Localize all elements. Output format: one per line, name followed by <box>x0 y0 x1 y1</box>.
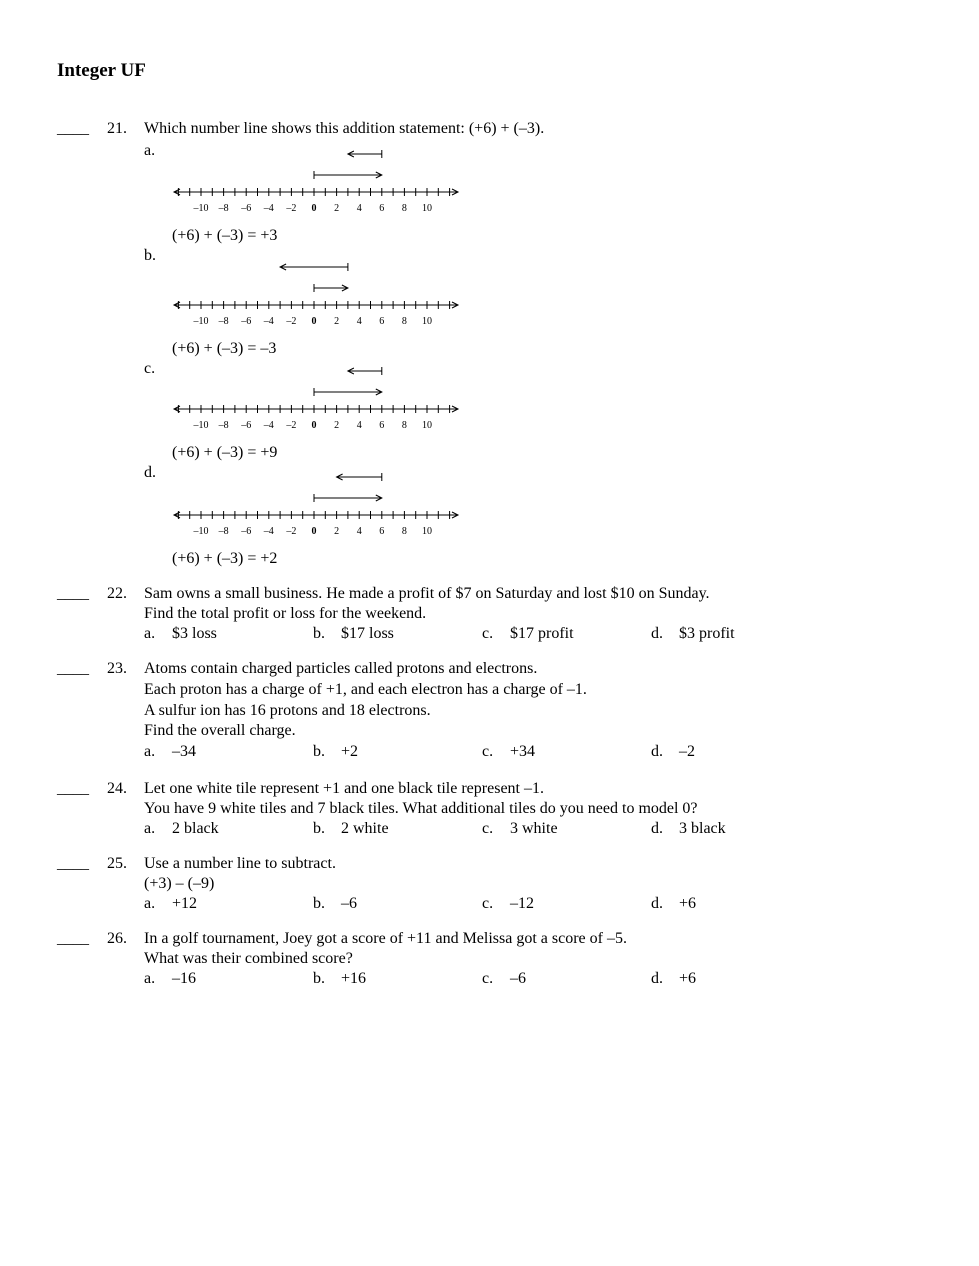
first-addend-arrow <box>314 284 348 292</box>
tick-label: 2 <box>334 203 340 214</box>
answer-blank: ____ <box>57 585 89 602</box>
number-line-axis <box>174 511 458 519</box>
tick-label: 4 <box>356 526 362 537</box>
question-line: Find the overall charge. <box>144 722 296 739</box>
choice-text: –16 <box>172 970 196 987</box>
tick-label: –2 <box>286 203 297 214</box>
answer-blank: ____ <box>57 930 89 947</box>
choice-letter: b. <box>313 743 325 760</box>
tick-label: 4 <box>356 420 362 431</box>
question-line: Sam owns a small business. He made a profit of $7 on Saturday and lost $10 on Sunday. <box>144 585 710 602</box>
second-addend-arrow <box>348 367 382 375</box>
choice-text: $3 profit <box>679 625 735 642</box>
second-addend-arrow <box>348 150 382 158</box>
option-letter: a. <box>144 142 156 159</box>
tick-label: –8 <box>218 203 229 214</box>
choice-letter: c. <box>482 820 494 837</box>
question-number: 26. <box>107 930 127 947</box>
option-equation: (+6) + (–3) = +9 <box>172 444 278 461</box>
number-line-axis <box>174 405 458 413</box>
tick-label: –4 <box>263 420 274 431</box>
tick-label: –6 <box>241 420 252 431</box>
tick-label: –4 <box>263 203 274 214</box>
choice-text: –12 <box>510 895 534 912</box>
tick-label: 8 <box>401 420 407 431</box>
question-number: 25. <box>107 855 127 872</box>
choice-letter: b. <box>313 820 325 837</box>
tick-label: 0 <box>311 420 317 431</box>
choice-text: $17 profit <box>510 625 574 642</box>
question-line: Each proton has a charge of +1, and each electron has a charge of –1. <box>144 681 587 698</box>
second-addend-arrow <box>337 473 382 481</box>
tick-label: –2 <box>286 420 297 431</box>
answer-blank: ____ <box>57 120 89 137</box>
question-line: You have 9 white tiles and 7 black tiles. What additional tiles do you need to model 0? <box>144 800 698 817</box>
tick-label: 8 <box>401 316 407 327</box>
tick-label: –8 <box>218 420 229 431</box>
tick-label: –10 <box>193 203 209 214</box>
tick-label: 6 <box>379 526 385 537</box>
choice-letter: c. <box>482 743 494 760</box>
choice-text: +34 <box>510 743 536 760</box>
tick-label: 2 <box>334 316 340 327</box>
choice-letter: c. <box>482 970 494 987</box>
question-line: What was their combined score? <box>144 950 353 967</box>
tick-label: –10 <box>193 526 209 537</box>
number-line-axis <box>174 301 458 309</box>
tick-label: 4 <box>356 203 362 214</box>
choice-letter: c. <box>482 895 494 912</box>
question-line: Atoms contain charged particles called protons and electrons. <box>144 660 538 677</box>
tick-label: 6 <box>379 316 385 327</box>
question-line: Use a number line to subtract. <box>144 855 336 872</box>
tick-label: –8 <box>218 316 229 327</box>
page-title: Integer UF <box>57 60 146 81</box>
choice-text: +12 <box>172 895 198 912</box>
choice-letter: a. <box>144 743 156 760</box>
choice-letter: b. <box>313 970 325 987</box>
tick-label: 2 <box>334 526 340 537</box>
first-addend-arrow <box>314 388 382 396</box>
choice-text: 3 black <box>679 820 726 837</box>
answer-blank: ____ <box>57 660 89 677</box>
option-equation: (+6) + (–3) = +3 <box>172 227 278 244</box>
choice-text: $17 loss <box>341 625 394 642</box>
choice-text: 2 black <box>172 820 219 837</box>
number-line-axis <box>174 188 458 196</box>
choice-text: +16 <box>341 970 367 987</box>
choice-text: +6 <box>679 970 697 987</box>
option-letter: b. <box>144 247 156 264</box>
tick-label: 0 <box>311 526 317 537</box>
choice-text: 3 white <box>510 820 558 837</box>
question-line: Find the total profit or loss for the weekend. <box>144 605 427 622</box>
tick-label: 6 <box>379 203 385 214</box>
question-line: In a golf tournament, Joey got a score of +11 and Melissa got a score of –5. <box>144 930 627 947</box>
choice-letter: a. <box>144 970 156 987</box>
tick-label: 2 <box>334 420 340 431</box>
tick-label: 10 <box>422 316 432 327</box>
first-addend-arrow <box>314 171 382 179</box>
choice-letter: d. <box>651 895 663 912</box>
choice-letter: d. <box>651 820 663 837</box>
tick-label: 0 <box>311 203 317 214</box>
number-line-b <box>170 257 462 327</box>
second-addend-arrow <box>280 263 348 271</box>
choice-text: –6 <box>510 970 526 987</box>
question-line: (+3) – (–9) <box>144 875 215 892</box>
tick-label: –4 <box>263 316 274 327</box>
tick-label: –8 <box>218 526 229 537</box>
question-number: 21. <box>107 120 127 137</box>
number-line-a <box>170 144 462 214</box>
tick-label: 10 <box>422 526 432 537</box>
tick-label: 4 <box>356 316 362 327</box>
tick-label: –6 <box>241 203 252 214</box>
choice-text: +2 <box>341 743 359 760</box>
tick-label: –2 <box>286 316 297 327</box>
option-letter: c. <box>144 360 156 377</box>
answer-blank: ____ <box>57 780 89 797</box>
number-line-c <box>170 361 462 431</box>
choice-text: –2 <box>679 743 695 760</box>
choice-letter: c. <box>482 625 494 642</box>
question-number: 24. <box>107 780 127 797</box>
question-stem: Which number line shows this addition statement: (+6) + (–3). <box>144 120 545 137</box>
number-line-d <box>170 467 462 537</box>
question-number: 22. <box>107 585 127 602</box>
tick-label: 8 <box>401 203 407 214</box>
tick-label: 0 <box>311 316 317 327</box>
tick-label: –10 <box>193 316 209 327</box>
choice-letter: a. <box>144 625 156 642</box>
option-letter: d. <box>144 464 156 481</box>
tick-label: –6 <box>241 526 252 537</box>
tick-label: –2 <box>286 526 297 537</box>
choice-letter: d. <box>651 625 663 642</box>
question-line: A sulfur ion has 16 protons and 18 electrons. <box>144 702 431 719</box>
choice-text: +6 <box>679 895 697 912</box>
choice-text: $3 loss <box>172 625 217 642</box>
tick-label: 6 <box>379 420 385 431</box>
tick-label: –10 <box>193 420 209 431</box>
choice-text: 2 white <box>341 820 389 837</box>
question-number: 23. <box>107 660 127 677</box>
tick-label: 10 <box>422 203 432 214</box>
choice-text: –6 <box>341 895 357 912</box>
choice-letter: a. <box>144 820 156 837</box>
first-addend-arrow <box>314 494 382 502</box>
tick-label: –4 <box>263 526 274 537</box>
choice-letter: d. <box>651 970 663 987</box>
choice-letter: b. <box>313 895 325 912</box>
choice-letter: b. <box>313 625 325 642</box>
option-equation: (+6) + (–3) = +2 <box>172 550 278 567</box>
choice-text: –34 <box>172 743 196 760</box>
choice-letter: d. <box>651 743 663 760</box>
tick-label: 8 <box>401 526 407 537</box>
tick-label: –6 <box>241 316 252 327</box>
option-equation: (+6) + (–3) = –3 <box>172 340 277 357</box>
tick-label: 10 <box>422 420 432 431</box>
question-line: Let one white tile represent +1 and one black tile represent –1. <box>144 780 544 797</box>
answer-blank: ____ <box>57 855 89 872</box>
choice-letter: a. <box>144 895 156 912</box>
